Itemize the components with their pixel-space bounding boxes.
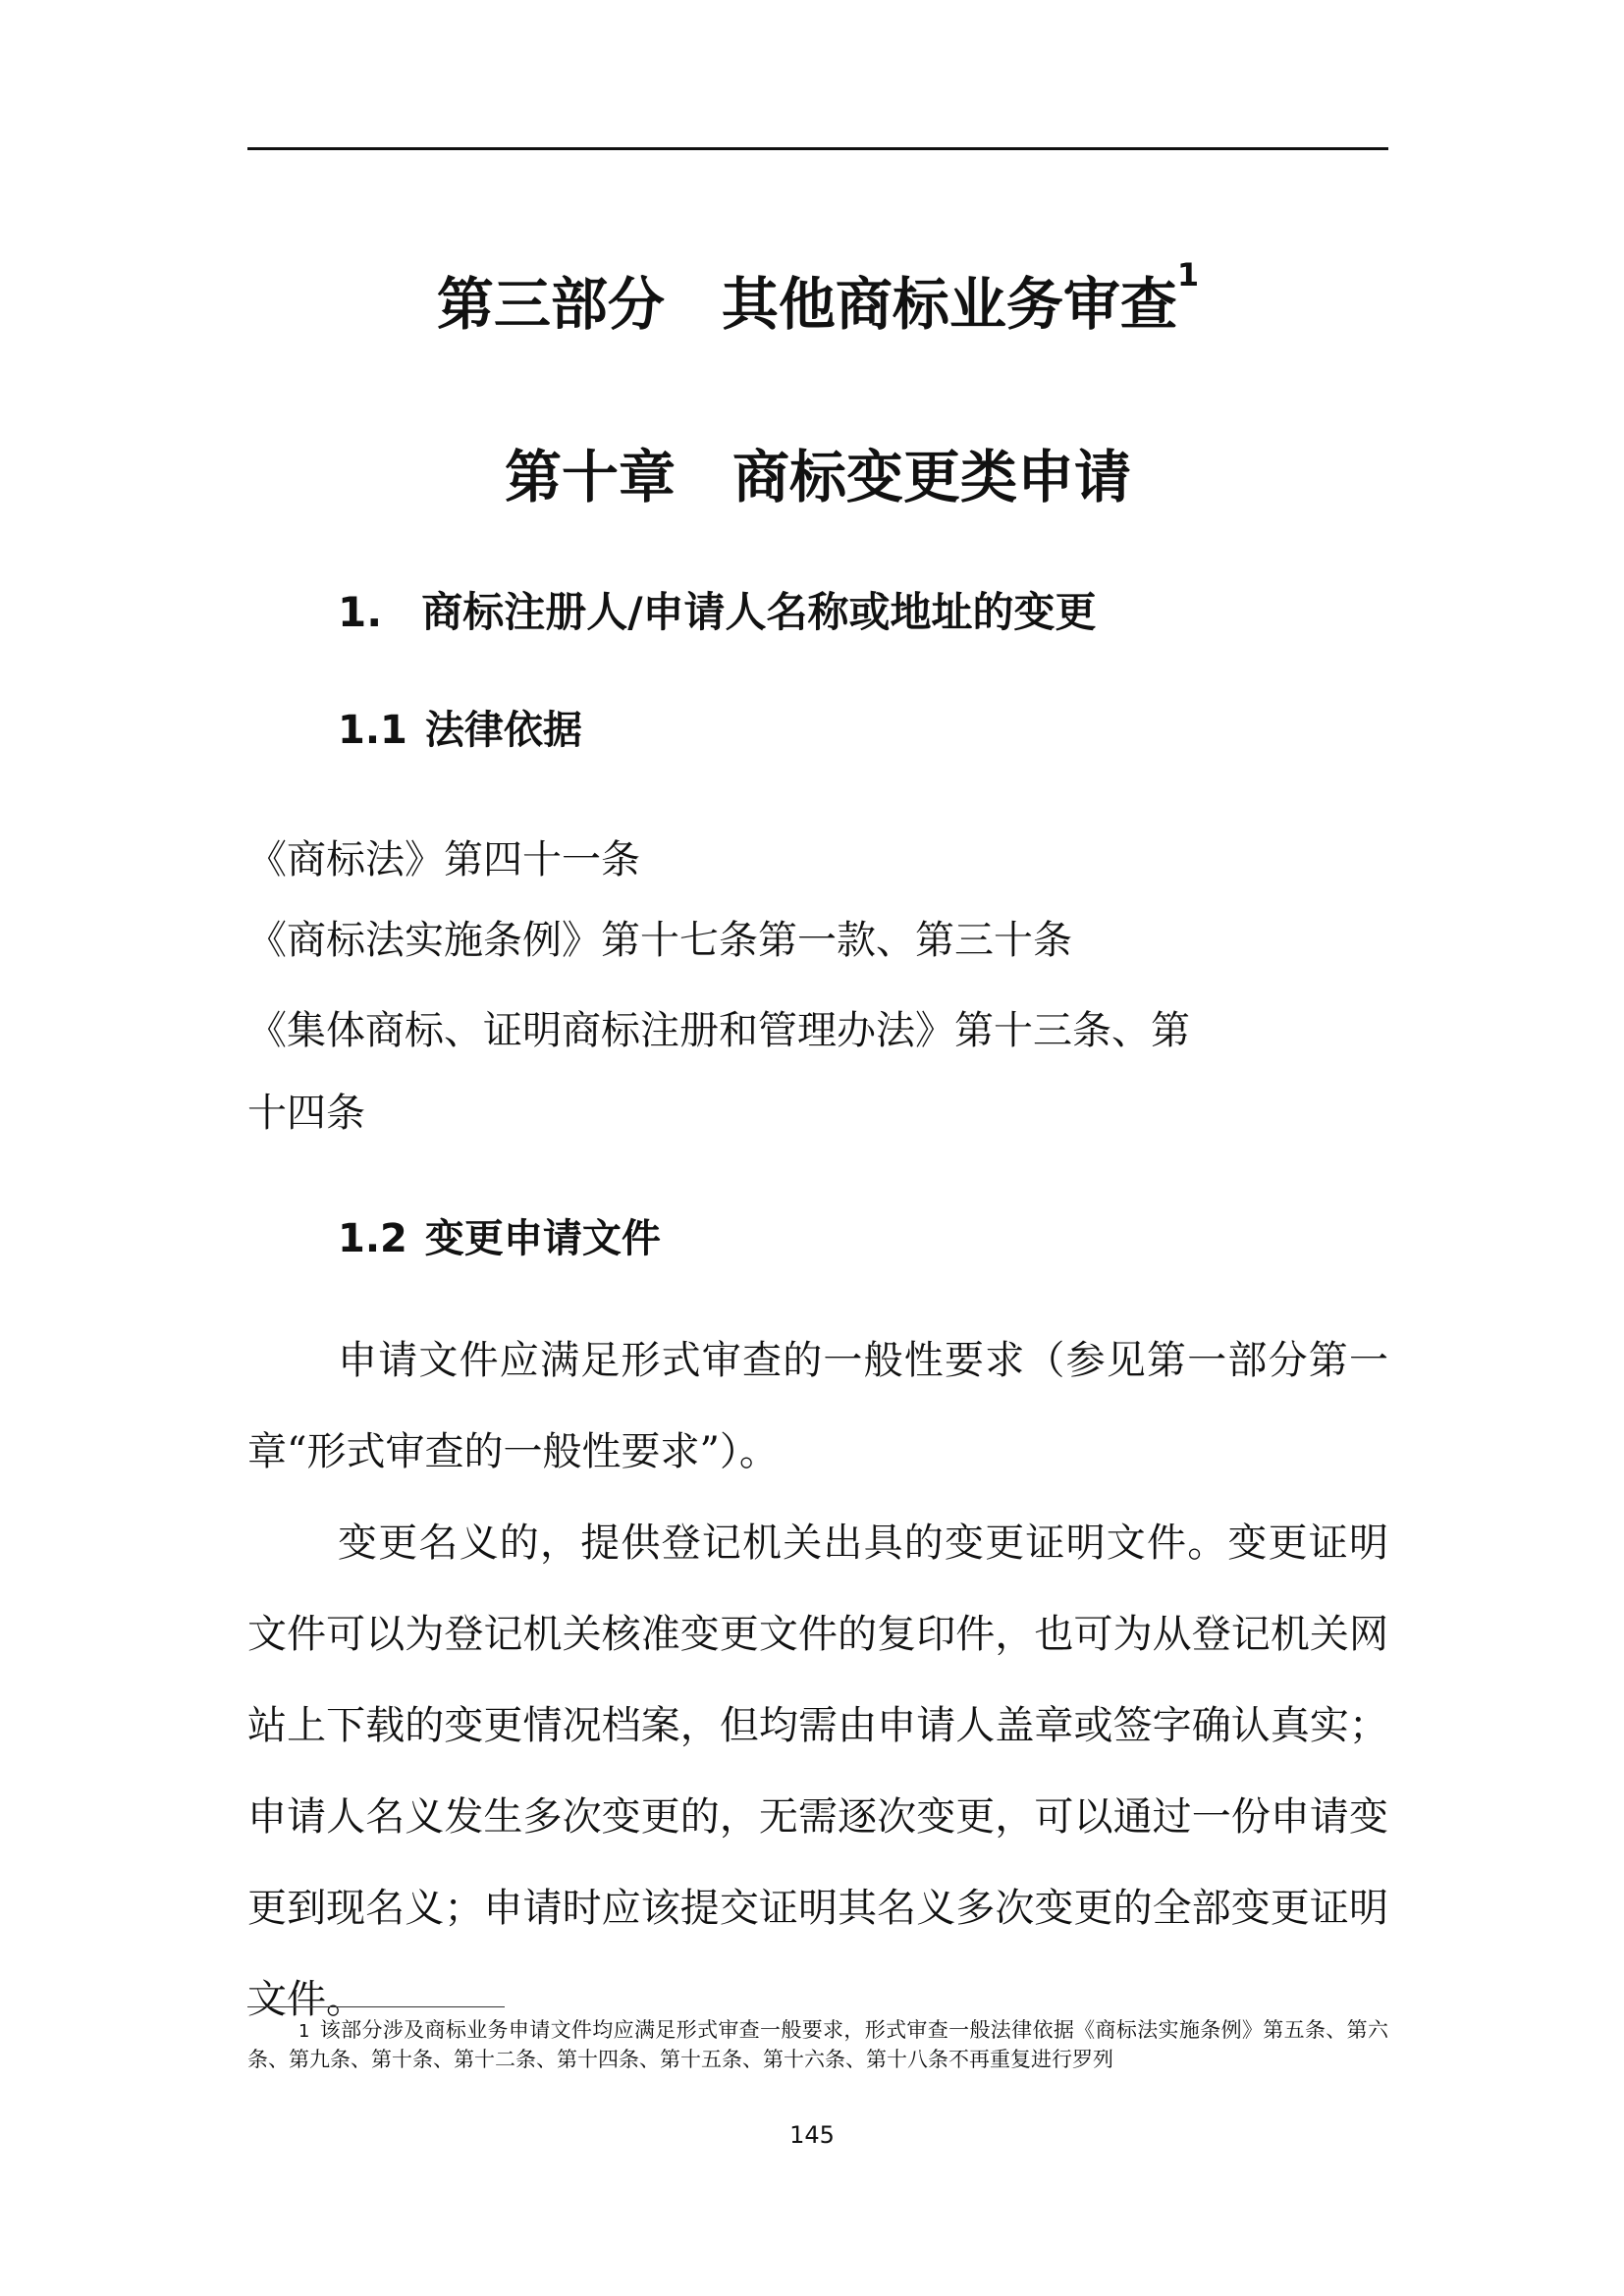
- footnote-mark: 1: [298, 2021, 310, 2042]
- subsection-title: 变更申请文件: [424, 1216, 661, 1261]
- footnote-reference: 1: [1176, 256, 1200, 294]
- chapter-title: [247, 438, 1388, 516]
- subsection-number: 1.1: [338, 708, 407, 753]
- part-name: 其他商标业务审查: [721, 271, 1177, 338]
- header-rule: [247, 147, 1388, 150]
- page-number: 145: [789, 2121, 835, 2149]
- legal-basis-item: 《商标法》第四十一条: [247, 837, 640, 882]
- section-heading: [338, 583, 1097, 642]
- body-paragraph: 变更名义的，提供登记机关出具的变更证明文件。变更证明文件可以为登记机关核准变更文件的复印件，也可为从登记机关网站上下载的变更情况档案，但均需由申请人盖章或签字确认真实；申请人名义发生多次变更的，无需逐次变更，可以通过一份申请变更到现名义；申请时应该提交证明其名义多次变更的全部变更证明文件。: [247, 1521, 1388, 2022]
- subsection-heading-legal-basis: [338, 701, 582, 760]
- part-number: 第三部分: [436, 271, 665, 338]
- chapter-number: 第十章: [504, 444, 676, 510]
- chapter-name: 商标变更类申请: [732, 444, 1132, 510]
- section-title: 商标注册人/申请人名称或地址的变更: [421, 588, 1097, 636]
- footnote-text: 该部分涉及商标业务申请文件均应满足形式审查一般要求，形式审查一般法律依据《商标法实施条例》第五条、第六条、第九条、第十条、第十二条、第十四条、第十五条、第十六条、第十八条不再重复进行罗列: [247, 2018, 1388, 2071]
- legal-basis-item: 《集体商标、证明商标注册和管理办法》第十三条、第: [247, 1008, 1190, 1053]
- subsection-heading-application-documents: [338, 1209, 661, 1268]
- legal-basis-item: 《商标法实施条例》第十七条第一款、第三十条: [247, 918, 1072, 963]
- subsection-title: 法律依据: [424, 708, 582, 753]
- footnote-rule: [247, 2006, 505, 2007]
- section-number: 1.: [338, 588, 383, 636]
- subsection-number: 1.2: [338, 1216, 407, 1261]
- part-title: [247, 256, 1388, 344]
- footnote: [247, 2016, 1388, 2073]
- legal-basis-item-continuation: 十四条: [247, 1091, 365, 1136]
- body-paragraph: 申请文件应满足形式审查的一般性要求（参见第一部分第一章“形式审查的一般性要求”）。: [247, 1338, 1388, 1474]
